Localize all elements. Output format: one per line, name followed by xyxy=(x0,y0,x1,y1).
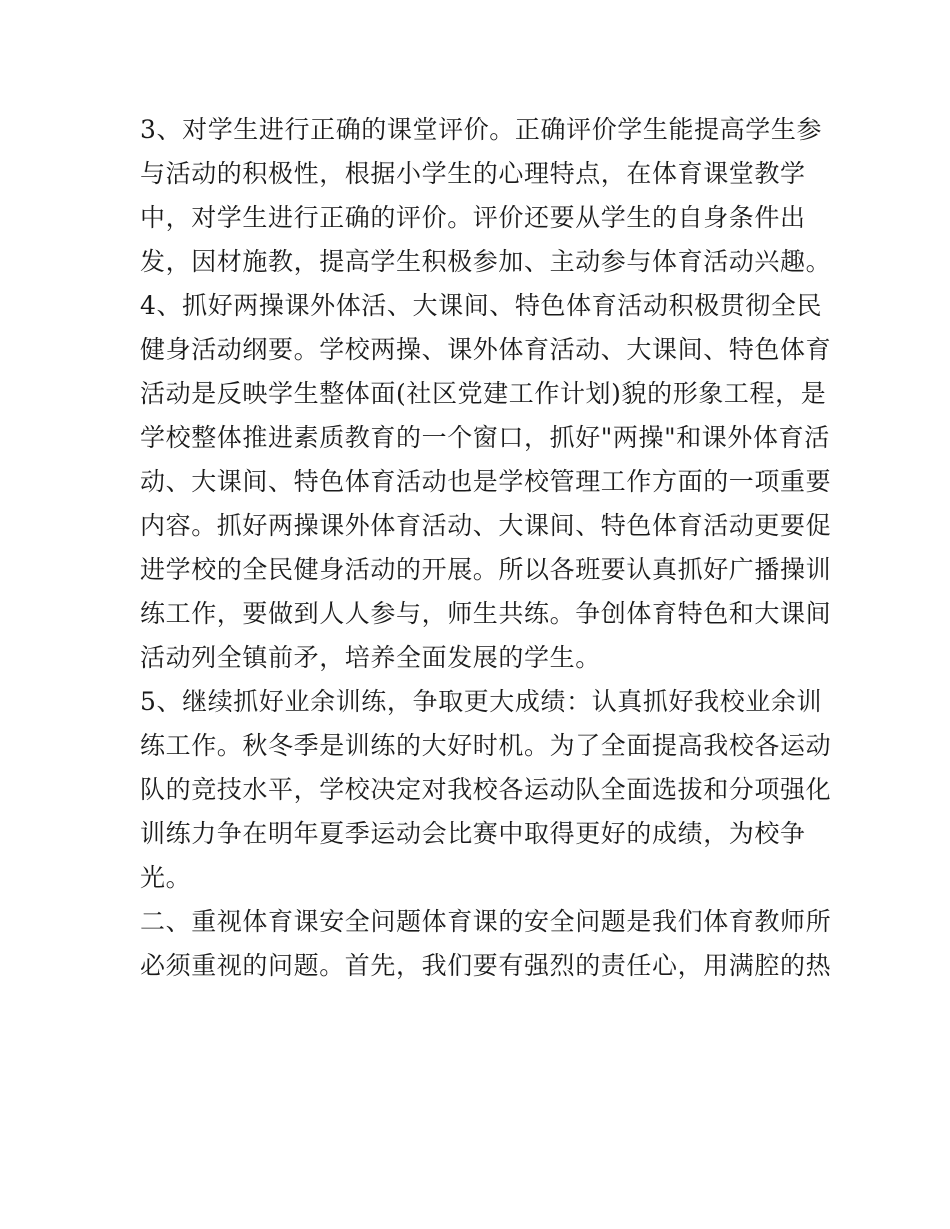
text-line: 3、对学生进行正确的课堂评价。正确评价学生能提高学生参 xyxy=(140,115,823,144)
text-line: 5、继续抓好业余训练，争取更大成绩：认真抓好我校业余训 xyxy=(140,687,823,716)
text-line: 活动是反映学生整体面(社区党建工作计划)貌的形象工程，是 xyxy=(140,379,827,408)
text-line: 4、抓好两操课外体活、大课间、特色体育活动积极贯彻全民 xyxy=(140,291,823,320)
text-line: 健身活动纲要。学校两操、课外体育活动、大课间、特色体育 xyxy=(140,335,832,364)
text-line: 训练力争在明年夏季运动会比赛中取得更好的成绩，为校争 xyxy=(140,819,806,848)
text-line: 中，对学生进行正确的评价。评价还要从学生的自身条件出 xyxy=(140,203,806,232)
text-line: 练工作。秋冬季是训练的大好时机。为了全面提高我校各运动 xyxy=(140,731,832,760)
text-line: 活动列全镇前矛，培养全面发展的学生。 xyxy=(140,643,601,672)
text-line: 发，因材施教，提高学生积极参加、主动参与体育活动兴趣。 xyxy=(140,247,832,276)
text-line: 动、大课间、特色体育活动也是学校管理工作方面的一项重要 xyxy=(140,467,832,496)
text-line: 练工作，要做到人人参与，师生共练。争创体育特色和大课间 xyxy=(140,599,832,628)
text-line: 内容。抓好两操课外体育活动、大课间、特色体育活动更要促 xyxy=(140,511,832,540)
text-line: 必须重视的问题。首先，我们要有强烈的责任心，用满腔的热 xyxy=(140,951,832,980)
text-line: 与活动的积极性，根据小学生的心理特点，在体育课堂教学 xyxy=(140,159,806,188)
text-line: 光。 xyxy=(140,863,192,892)
document-body xyxy=(140,108,832,988)
text-line: 学校整体推进素质教育的一个窗口，抓好"两操"和课外体育活 xyxy=(140,423,830,452)
text-line: 队的竞技水平，学校决定对我校各运动队全面选拔和分项强化 xyxy=(140,775,832,804)
text-line: 二、重视体育课安全问题体育课的安全问题是我们体育教师所 xyxy=(140,907,832,936)
text-line: 进学校的全民健身活动的开展。所以各班要认真抓好广播操训 xyxy=(140,555,832,584)
